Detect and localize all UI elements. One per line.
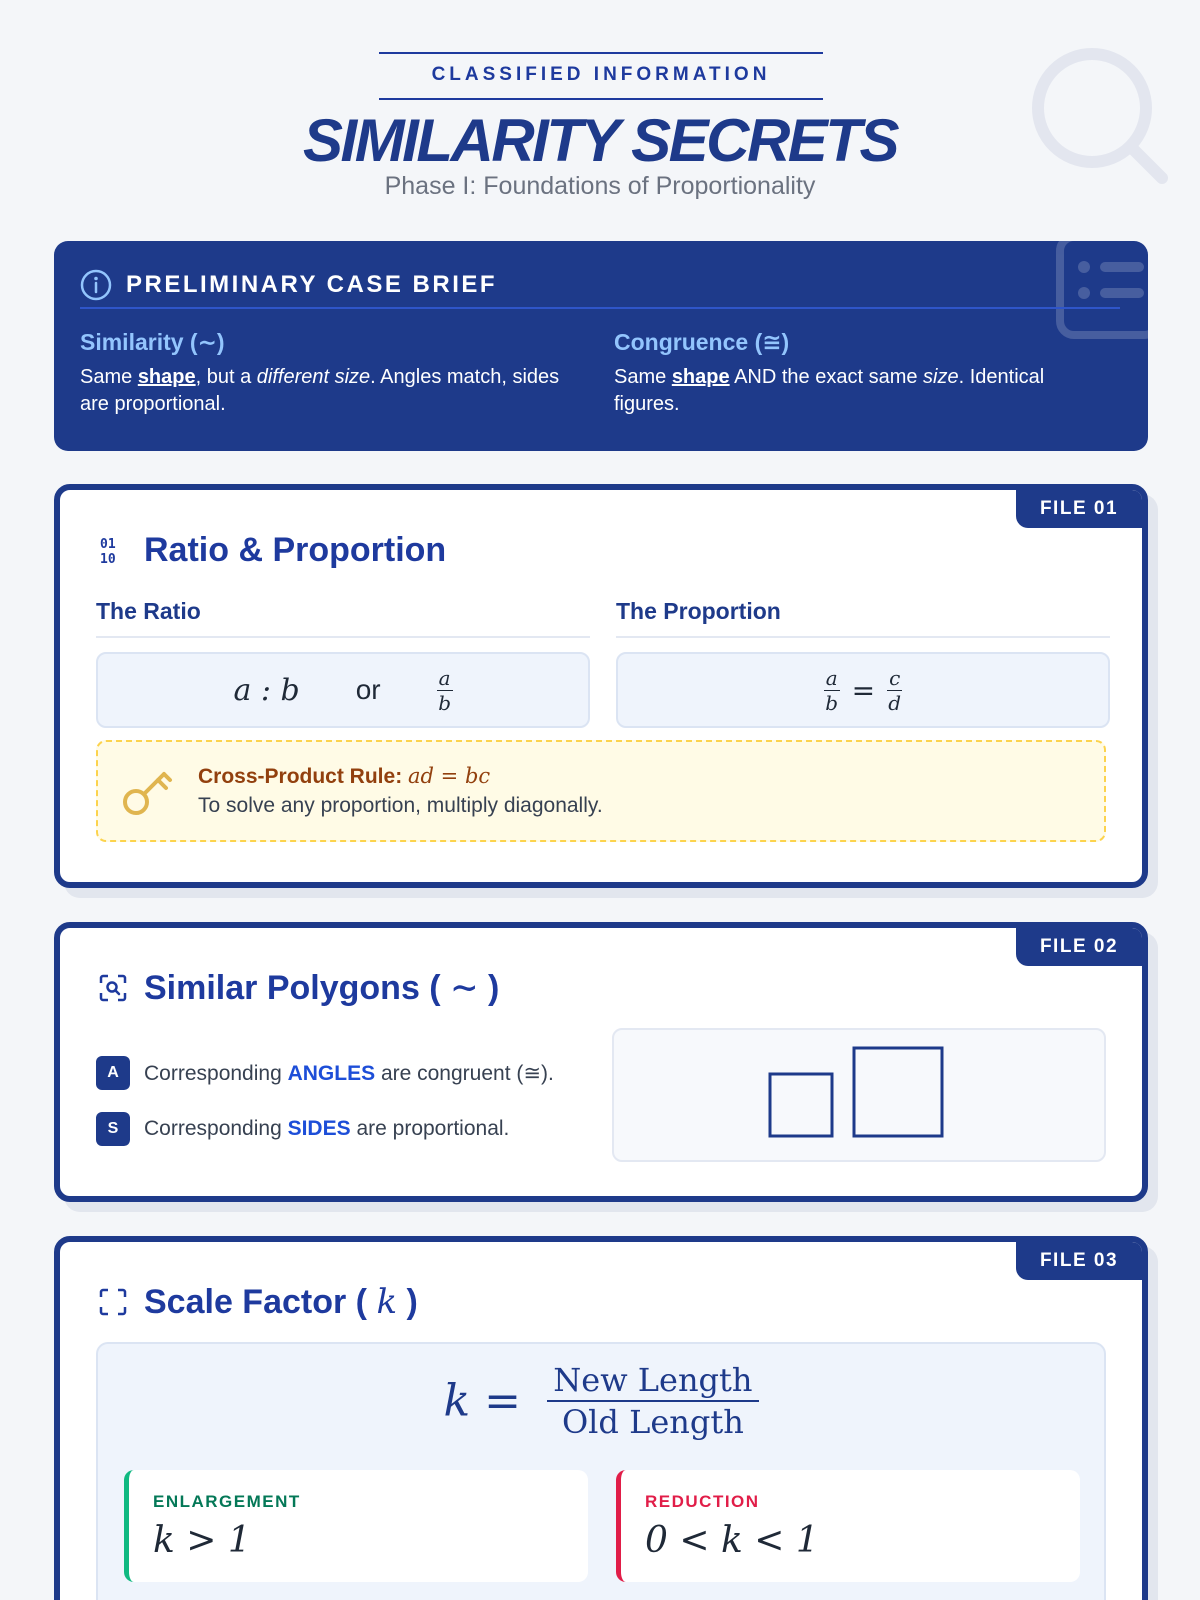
ratio-heading: The Ratio <box>96 598 201 624</box>
key-icon <box>120 764 176 820</box>
enlargement-card <box>124 1470 588 1582</box>
ratio-divider <box>96 636 590 638</box>
card-header <box>98 1278 418 1326</box>
brief-divider <box>80 307 1120 309</box>
classified-label: CLASSIFIED INFORMATION <box>431 64 771 85</box>
tip-rule: Cross-Product Rule: ad = bc <box>198 764 491 788</box>
classified-banner <box>379 52 823 100</box>
similar-squares-diagram <box>612 1028 1106 1162</box>
enlargement-label: ENLARGEMENT <box>153 1492 301 1511</box>
header <box>0 0 1200 220</box>
congruence-text: Same shape AND the exact same size. Identical figures. <box>614 366 1045 415</box>
binary-icon <box>98 535 128 565</box>
reduction-expression: 0 < k < 1 <box>645 1520 819 1561</box>
congruence-definition <box>614 329 1094 418</box>
file-01-card <box>54 484 1148 888</box>
or-text: or <box>355 674 381 705</box>
brief-title: PRELIMINARY CASE BRIEF <box>126 271 498 298</box>
similarity-heading: Similarity (∼) <box>80 329 225 355</box>
fraction-c-d: $\frac{c}{d}$ <box>888 665 902 715</box>
magnifier-icon <box>1020 38 1170 188</box>
proportion-divider <box>616 636 1110 638</box>
svg-text:01: 01 <box>100 537 116 552</box>
card-title: Scale Factor ( k ) <box>144 1282 418 1322</box>
property-sides <box>96 1112 509 1146</box>
fraction-a-b: $\frac{a}{b}$ <box>825 665 839 715</box>
scan-search-icon <box>98 973 128 1003</box>
file-03-card <box>54 1236 1148 1600</box>
ratio-expression: a : b <box>233 672 300 708</box>
proportion-formula <box>616 652 1110 728</box>
info-icon <box>80 269 112 301</box>
card-title: Ratio & Proportion <box>144 530 447 569</box>
reduction-card <box>616 1470 1080 1582</box>
similarity-text: Same shape, but a different size. Angles match, sides are proportional. <box>80 366 560 415</box>
card-header <box>98 526 446 574</box>
enlargement-expression: k > 1 <box>153 1520 251 1561</box>
reduction-label: REDUCTION <box>645 1492 760 1511</box>
svg-text:10: 10 <box>100 552 116 565</box>
squares-figure <box>614 1030 1108 1164</box>
file-tab: FILE 03 <box>1016 1242 1142 1280</box>
property-angles <box>96 1056 554 1090</box>
scale-factor-formula: k = $\frac{\text{New Length}}{\text{Old Length}}$ <box>98 1364 1104 1438</box>
brief-header <box>80 267 497 303</box>
file-tab: FILE 01 <box>1016 490 1142 528</box>
ratio-fraction: $\frac{a}{b}$ <box>438 665 451 715</box>
page-title: SIMILARITY SECRETS <box>303 107 897 174</box>
tip-text: To solve any proportion, multiply diagonally. <box>198 794 603 817</box>
page-subtitle: Phase I: Foundations of Proportionality <box>384 172 816 200</box>
badge-s: S <box>96 1112 130 1146</box>
file-tab: FILE 02 <box>1016 928 1142 966</box>
scale-factor-box <box>96 1342 1106 1600</box>
case-brief <box>54 241 1148 451</box>
large-square <box>854 1048 942 1136</box>
equals-sign: = <box>851 673 876 707</box>
list-icon <box>1054 241 1148 341</box>
proportion-heading: The Proportion <box>616 598 781 624</box>
similarity-definition <box>80 329 560 418</box>
frame-corners-icon <box>98 1287 128 1317</box>
property-text: Corresponding SIDES are proportional. <box>144 1117 510 1140</box>
file-02-card <box>54 922 1148 1202</box>
small-square <box>770 1074 832 1136</box>
card-header <box>98 964 499 1012</box>
badge-a: A <box>96 1056 130 1090</box>
card-title: Similar Polygons ( ∼ ) <box>144 968 500 1008</box>
congruence-heading: Congruence (≅) <box>614 329 790 355</box>
cross-product-tip <box>96 740 1106 842</box>
property-text: Corresponding ANGLES are congruent (≅). <box>144 1061 554 1085</box>
ratio-formula <box>96 652 590 728</box>
